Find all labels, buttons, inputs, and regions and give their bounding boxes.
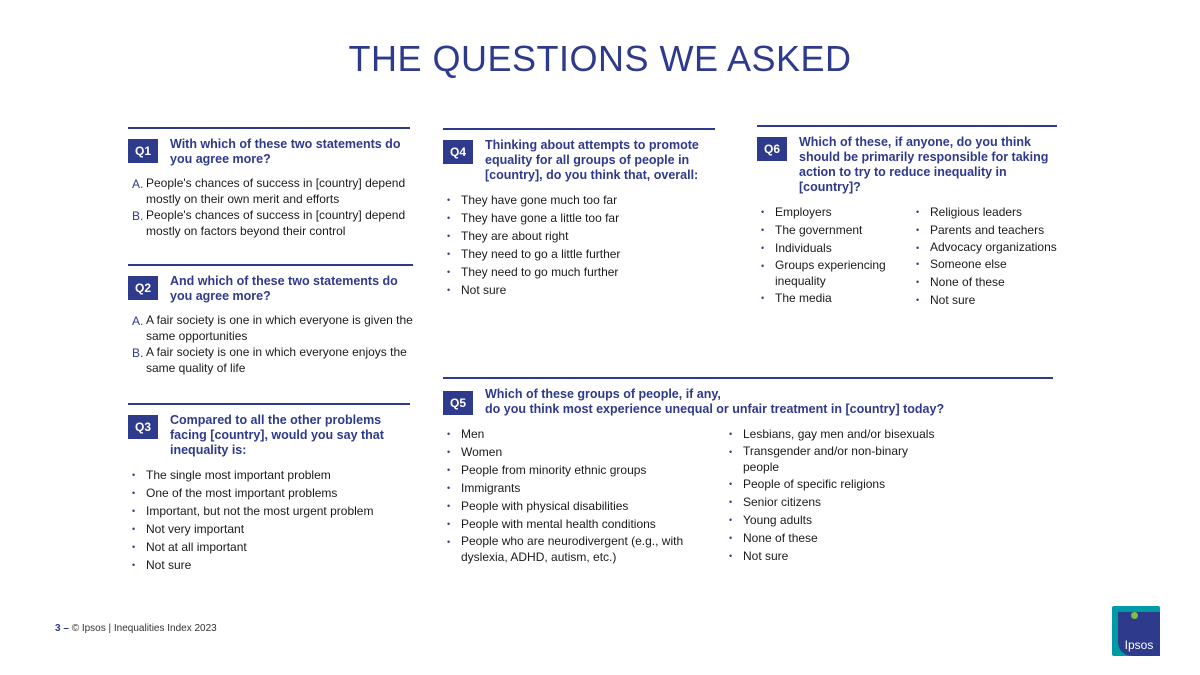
- bullet-icon: •: [447, 483, 451, 493]
- bullet-icon: •: [729, 479, 733, 489]
- bullet-icon: •: [916, 207, 920, 217]
- logo-text: Ipsos: [1124, 638, 1154, 652]
- option-text: Groups experiencing inequality: [775, 258, 886, 288]
- q6-header: [757, 127, 1057, 195]
- option-text: Transgender and/or non-binary people: [743, 444, 908, 474]
- option-text: People's chances of success in [country] depend mostly on factors beyond their control: [146, 208, 406, 238]
- bullet-icon: •: [729, 551, 733, 561]
- bullet-icon: •: [729, 497, 733, 507]
- q4-options: [443, 191, 715, 299]
- bullet-icon: •: [132, 524, 136, 534]
- option-text: Individuals: [775, 241, 832, 255]
- logo-mark: [1118, 612, 1160, 656]
- list-item: [912, 203, 1057, 221]
- bullet-icon: •: [916, 259, 920, 269]
- list-item: [443, 497, 725, 515]
- footer-dash: –: [63, 623, 69, 634]
- option-text: Not sure: [930, 293, 976, 307]
- bullet-icon: •: [761, 207, 765, 217]
- option-text: None of these: [930, 275, 1005, 289]
- list-item: [128, 502, 410, 520]
- bullet-icon: •: [447, 465, 451, 475]
- logo-dot-icon: [1131, 612, 1138, 619]
- list-item: [128, 538, 410, 556]
- q2-block: [128, 264, 413, 376]
- list-item: [725, 547, 965, 565]
- list-item: [128, 175, 410, 207]
- list-item: [725, 425, 965, 443]
- option-text: People with mental health conditions: [461, 517, 656, 531]
- option-text: Parents and teachers: [930, 223, 1045, 237]
- q6-options-col2: [912, 203, 1057, 309]
- q6-options-col1: [757, 203, 912, 309]
- option-marker: A.: [132, 177, 144, 191]
- option-text: Advocacy organizations: [930, 240, 1057, 254]
- q2-header: [128, 266, 413, 304]
- q4-header: [443, 130, 715, 183]
- bullet-icon: •: [132, 488, 136, 498]
- q2-options: [128, 312, 413, 376]
- option-text: The government: [775, 223, 863, 237]
- q3-header: [128, 405, 410, 458]
- option-text: Someone else: [930, 257, 1007, 271]
- list-item: [912, 255, 1057, 273]
- bullet-icon: •: [761, 243, 765, 253]
- option-text: People's chances of success in [country] depend mostly on their own merit and efforts: [146, 176, 406, 206]
- q5-badge: Q5: [443, 391, 473, 415]
- list-item: [725, 529, 965, 547]
- q5-block: [443, 377, 1053, 565]
- option-text: They need to go a little further: [461, 247, 621, 261]
- bullet-icon: •: [729, 447, 733, 457]
- bullet-icon: •: [447, 195, 451, 205]
- bullet-icon: •: [447, 285, 451, 295]
- q6-columns: [757, 195, 1057, 309]
- list-item: [443, 281, 715, 299]
- bullet-icon: •: [729, 515, 733, 525]
- list-item: [443, 227, 715, 245]
- option-text: Immigrants: [461, 481, 521, 495]
- list-item: [443, 479, 725, 497]
- q1-badge: Q1: [128, 139, 158, 163]
- list-item: [757, 221, 912, 239]
- option-text: Senior citizens: [743, 495, 822, 509]
- list-item: [443, 425, 725, 443]
- bullet-icon: •: [447, 501, 451, 511]
- option-text: Not sure: [461, 283, 507, 297]
- q1-options: [128, 175, 410, 239]
- list-item: [128, 484, 410, 502]
- q4-block: [443, 128, 715, 299]
- list-item: [725, 475, 965, 493]
- bullet-icon: •: [761, 293, 765, 303]
- option-marker: B.: [132, 209, 144, 223]
- option-text: One of the most important problems: [146, 486, 338, 500]
- option-text: Important, but not the most urgent problem: [146, 504, 374, 518]
- q5-options-col2: [725, 425, 965, 565]
- option-text: People from minority ethnic groups: [461, 463, 647, 477]
- q4-question: Thinking about attempts to promote equality for all groups of people in [country], do you think that, overall:: [485, 138, 699, 182]
- bullet-icon: •: [761, 261, 765, 271]
- option-text: They are about right: [461, 229, 569, 243]
- bullet-icon: •: [447, 537, 451, 547]
- page-title: THE QUESTIONS WE ASKED: [348, 38, 852, 79]
- option-marker: A.: [132, 314, 144, 328]
- list-item: [912, 291, 1057, 309]
- bullet-icon: •: [447, 267, 451, 277]
- option-text: Not sure: [146, 558, 192, 572]
- option-text: Employers: [775, 205, 832, 219]
- list-item: [128, 556, 410, 574]
- page-number: 3: [55, 623, 61, 634]
- list-item: [912, 273, 1057, 291]
- list-item: [443, 191, 715, 209]
- q3-question: Compared to all the other problems facing [country], would you say that inequality is:: [170, 413, 384, 457]
- bullet-icon: •: [447, 249, 451, 259]
- option-text: Not very important: [146, 522, 245, 536]
- list-item: [128, 312, 413, 344]
- list-item: [912, 239, 1057, 255]
- bullet-icon: •: [447, 447, 451, 457]
- q4-badge: Q4: [443, 140, 473, 164]
- q2-badge: Q2: [128, 276, 158, 300]
- list-item: [443, 515, 725, 533]
- bullet-icon: •: [447, 213, 451, 223]
- q3-block: [128, 403, 410, 574]
- list-item: [128, 344, 413, 376]
- footer: [55, 623, 217, 634]
- list-item: [725, 493, 965, 511]
- list-item: [912, 221, 1057, 239]
- q5-question-line2: do you think most experience unequal or unfair treatment in [country] today?: [485, 402, 945, 416]
- q5-question-line1: Which of these groups of people, if any,: [485, 387, 721, 401]
- list-item: [757, 203, 912, 221]
- list-item: [128, 520, 410, 538]
- option-text: A fair society is one in which everyone enjoys the same quality of life: [146, 345, 407, 375]
- list-item: [725, 443, 943, 475]
- bullet-icon: •: [916, 277, 920, 287]
- q5-question: [485, 379, 1053, 417]
- bullet-icon: •: [916, 295, 920, 305]
- option-text: People of specific religions: [743, 477, 886, 491]
- option-marker: B.: [132, 346, 144, 360]
- q5-options-col1: [443, 425, 725, 565]
- option-text: Lesbians, gay men and/or bisexuals: [743, 427, 935, 441]
- q5-header: [443, 379, 1053, 417]
- bullet-icon: •: [916, 225, 920, 235]
- bullet-icon: •: [132, 542, 136, 552]
- q1-question: With which of these two statements do you agree more?: [170, 137, 401, 166]
- option-text: Religious leaders: [930, 205, 1023, 219]
- option-text: Women: [461, 445, 503, 459]
- q1-header: [128, 129, 410, 167]
- q2-question: And which of these two statements do you agree more?: [170, 274, 398, 303]
- q3-options: [128, 466, 410, 574]
- ipsos-logo: [1112, 606, 1160, 656]
- list-item: [443, 263, 715, 281]
- bullet-icon: •: [132, 560, 136, 570]
- bullet-icon: •: [447, 231, 451, 241]
- option-text: A fair society is one in which everyone is given the same opportunities: [146, 313, 413, 343]
- list-item: [757, 289, 912, 307]
- list-item: [757, 239, 912, 257]
- list-item: [443, 209, 715, 227]
- option-text: They have gone a little too far: [461, 211, 620, 225]
- option-text: Men: [461, 427, 485, 441]
- q5-columns: [443, 417, 1053, 565]
- option-text: None of these: [743, 531, 818, 545]
- option-text: The single most important problem: [146, 468, 331, 482]
- bullet-icon: •: [447, 519, 451, 529]
- bullet-icon: •: [132, 506, 136, 516]
- list-item: [443, 461, 725, 479]
- list-item: [443, 443, 725, 461]
- option-text: People who are neurodivergent (e.g., with dyslexia, ADHD, autism, etc.): [461, 534, 684, 564]
- bullet-icon: •: [447, 429, 451, 439]
- bullet-icon: •: [729, 533, 733, 543]
- q3-badge: Q3: [128, 415, 158, 439]
- list-item: [128, 207, 410, 239]
- q6-block: [757, 125, 1057, 309]
- option-text: People with physical disabilities: [461, 499, 629, 513]
- footer-text: © Ipsos | Inequalities Index 2023: [71, 623, 217, 634]
- option-text: They have gone much too far: [461, 193, 618, 207]
- list-item: [128, 466, 410, 484]
- q6-question: Which of these, if anyone, do you think should be primarily responsible for taking action to try to reduce inequality in [country]?: [799, 135, 1049, 194]
- option-text: Not at all important: [146, 540, 247, 554]
- option-text: The media: [775, 291, 832, 305]
- option-text: Young adults: [743, 513, 812, 527]
- bullet-icon: •: [729, 429, 733, 439]
- bullet-icon: •: [916, 243, 920, 253]
- list-item: [725, 511, 965, 529]
- bullet-icon: •: [132, 470, 136, 480]
- option-text: Not sure: [743, 549, 789, 563]
- q6-badge: Q6: [757, 137, 787, 161]
- bullet-icon: •: [761, 225, 765, 235]
- option-text: They need to go much further: [461, 265, 619, 279]
- list-item: [757, 257, 912, 289]
- q1-block: [128, 127, 410, 239]
- list-item: [443, 533, 711, 565]
- list-item: [443, 245, 715, 263]
